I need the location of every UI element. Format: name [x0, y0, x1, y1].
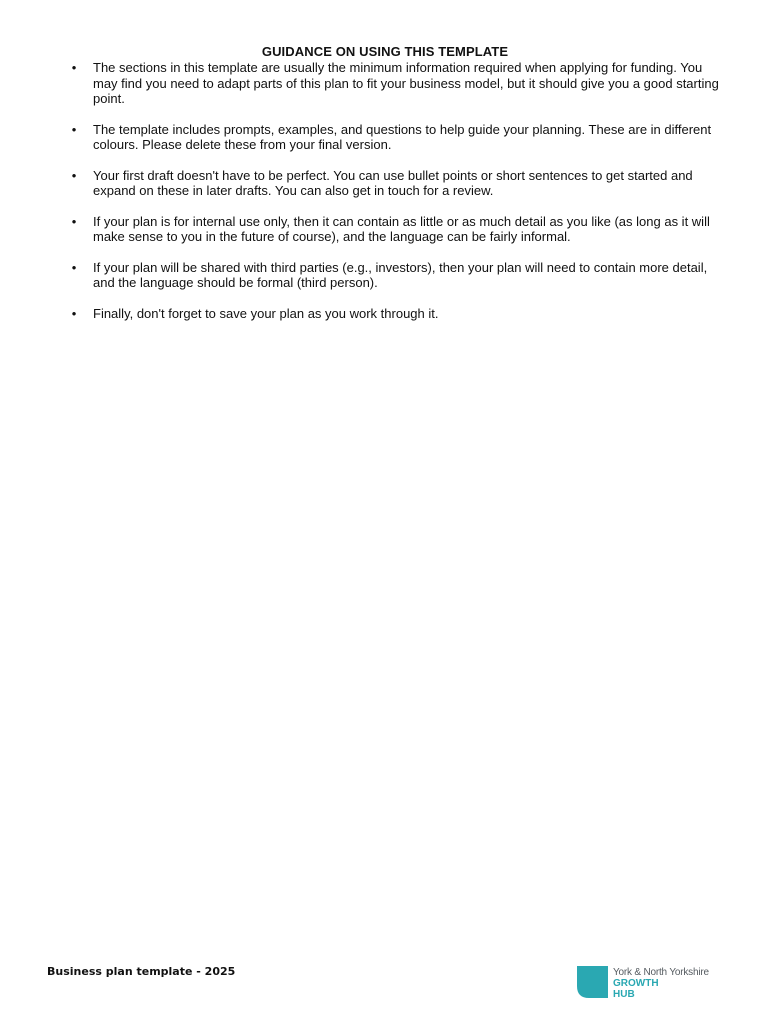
list-item-text: The sections in this template are usually the minimum information required when applying for funding. You may find you need to adapt parts of this plan to fit your business model, but it should give you a good starting point. — [93, 60, 719, 106]
list-item — [64, 60, 724, 107]
bullet-icon: • — [71, 60, 77, 75]
list-item-text: If your plan is for internal use only, then it can contain as little or as much detail as you like (as long as it will make sense to you in the future of course), and the language can be fairly informal. — [93, 213, 710, 244]
bullet-icon: • — [71, 305, 77, 321]
logo-text-hub: HUB — [613, 989, 635, 1000]
list-item — [64, 306, 724, 322]
page-title: GUIDANCE ON USING THIS TEMPLATE — [261, 44, 509, 59]
list-item-text: Finally, don't forget to save your plan as you work through it. — [93, 305, 439, 321]
logo-text-region: York & North Yorkshire — [613, 967, 709, 978]
footer-title: Business plan template - 2025 — [47, 965, 236, 978]
list-item — [64, 168, 724, 199]
bullet-icon: • — [71, 213, 77, 229]
list-item-text: The template includes prompts, examples, and questions to help guide your planning. These are in different colours. Please delete these from your final version. — [93, 121, 712, 152]
bullet-icon: • — [71, 167, 77, 183]
bullet-icon: • — [71, 259, 77, 275]
guidance-list — [64, 60, 724, 336]
logo-text-growth: GROWTH — [613, 978, 659, 989]
list-item-text: Your first draft doesn't have to be perfect. You can use bullet points or short sentences to get started and expand on these in later drafts. You can also get in touch for a review. — [93, 167, 693, 198]
growth-hub-logo — [577, 966, 737, 1000]
list-item — [64, 122, 724, 153]
list-item — [64, 214, 724, 245]
list-item-text: If your plan will be shared with third parties (e.g., investors), then your plan will need to contain more detail, and the language should be formal (third person). — [93, 259, 708, 290]
list-item — [64, 260, 724, 291]
growth-hub-logo-mark-icon — [577, 966, 608, 998]
bullet-icon: • — [71, 121, 77, 137]
